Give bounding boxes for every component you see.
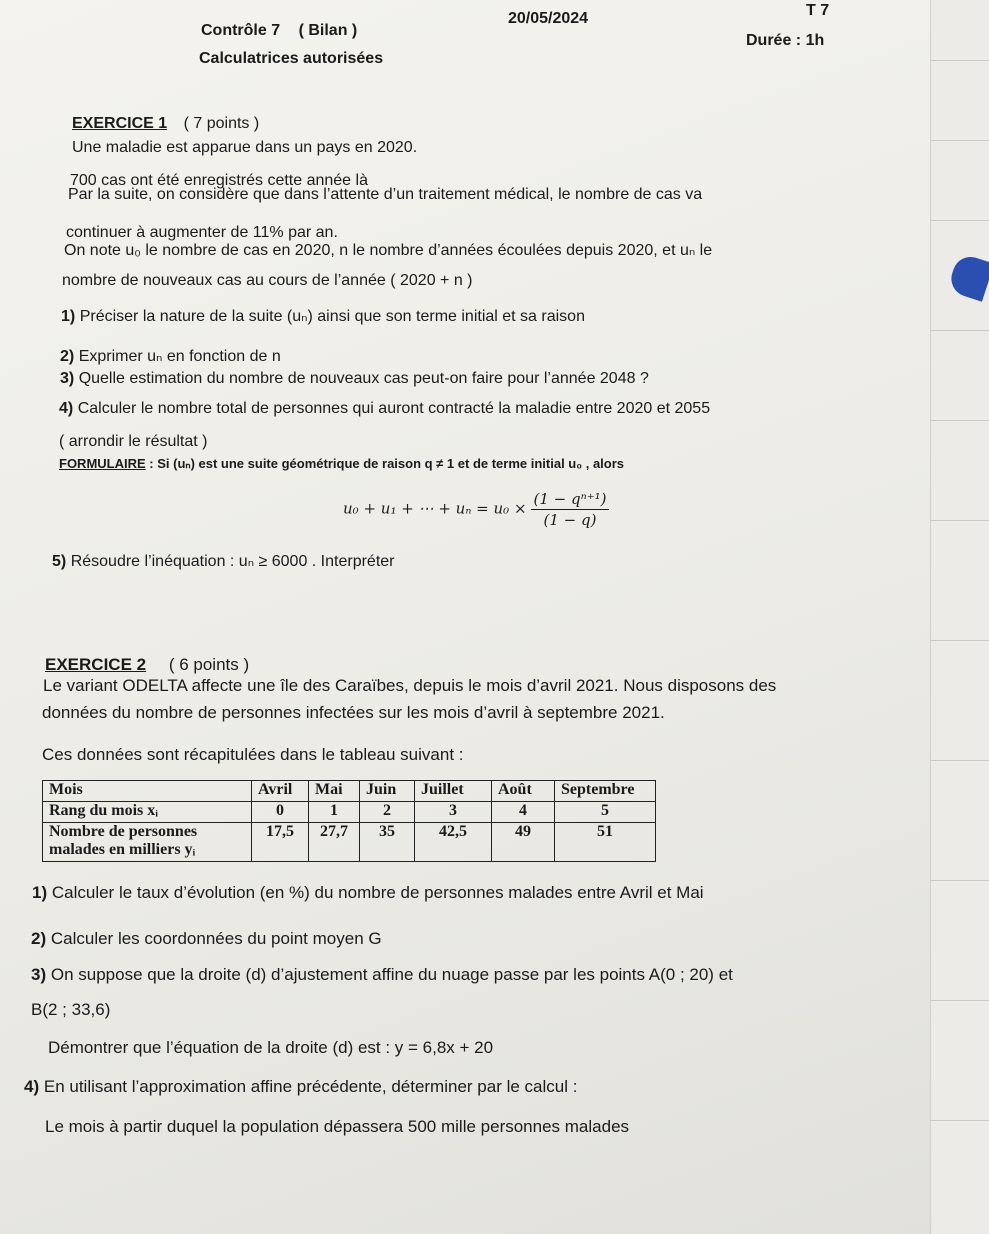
exercise1-intro-2: 700 cas ont été enregistrés cette année là [70, 172, 368, 189]
formula-numerator: (1 − qⁿ⁺¹) [531, 490, 610, 510]
exercise1-title: EXERCICE 1 [72, 115, 168, 132]
table-cell: 0 [252, 802, 309, 823]
exercise2-question-2 [31, 929, 382, 949]
exercise2-intro-b: données du nombre de personnes infectées sur les mois d’avril à septembre 2021. [42, 703, 665, 722]
exercise2-points: ( 6 points ) [168, 655, 250, 674]
exam-duration: Durée : 1h [746, 32, 825, 49]
formula-fraction [531, 490, 610, 529]
geometric-sum-formula [343, 490, 609, 529]
formulaire-text: : Si (uₙ) est une suite géométrique de raison q ≠ 1 et de terme initial u₀ , alors [149, 456, 625, 471]
table-cell: Mai [309, 781, 360, 802]
exercise2-question-3-point-b: B(2 ; 33,6) [31, 1000, 111, 1019]
exam-title-text: Contrôle 7 [201, 22, 281, 39]
exercise2-question-3-equation: Démontrer que l’équation de la droite (d) est : y = 6,8x + 20 [48, 1038, 494, 1057]
exercise1-intro-3a: Par la suite, on considère que dans l’attente d’un traitement médical, le nombre de cas va [68, 186, 703, 203]
table-row [43, 823, 656, 862]
table-cell: 4 [492, 802, 555, 823]
table-cell: Juin [360, 781, 415, 802]
exercise2-title: EXERCICE 2 [45, 655, 147, 674]
question-5-number: 5) [52, 553, 67, 570]
table-cell: 17,5 [252, 823, 309, 862]
table-cell: 2 [360, 802, 415, 823]
question-5-text: Résoudre l’inéquation : uₙ ≥ 6000 . Interpréter [70, 553, 395, 570]
question-1-number: 1) [32, 883, 48, 902]
table-cell: 42,5 [415, 823, 492, 862]
exercise1-intro-3b: continuer à augmenter de 11% par an. [66, 224, 338, 241]
question-3-text: Quelle estimation du nombre de nouveaux cas peut-on faire pour l’année 2048 ? [78, 370, 649, 387]
exercise1-question-4 [59, 400, 710, 418]
question-3-number: 3) [60, 370, 75, 387]
exercise1-question-1 [61, 306, 585, 326]
table-cell: 51 [555, 823, 656, 862]
exercise2-intro-a: Le variant ODELTA affecte une île des Caraïbes, depuis le mois d’avril 2021. Nous disposons des [43, 676, 777, 695]
table-cell: Août [492, 781, 555, 802]
exercise1-question-4-note: ( arrondir le résultat ) [59, 433, 208, 450]
table-cell: 49 [492, 823, 555, 862]
sheet-code: T 7 [806, 2, 830, 19]
exercise1-question-5 [52, 551, 394, 571]
exercise2-question-1 [32, 883, 704, 903]
count-label-line-1: Nombre de personnes [49, 823, 198, 840]
exercise2-question-4 [24, 1077, 577, 1097]
question-4-text-a: En utilisant l’approximation affine précédente, déterminer par le calcul : [43, 1077, 578, 1096]
formulaire [59, 456, 624, 472]
table-cell: 3 [415, 802, 492, 823]
adjacent-page-edge [930, 0, 989, 1234]
formula-lhs: u₀ + u₁ + ⋯ + uₙ = u₀ × [343, 499, 527, 518]
exam-title [201, 22, 357, 40]
table-header-cell: Mois [43, 781, 252, 802]
exercise2-question-4-target: Le mois à partir duquel la population dépassera 500 mille personnes malades [45, 1117, 630, 1136]
exercise1-question-3 [60, 370, 649, 388]
table-cell: Avril [252, 781, 309, 802]
table-cell: 1 [309, 802, 360, 823]
table-row [43, 781, 656, 802]
table-cell: 27,7 [309, 823, 360, 862]
question-2-text: Exprimer uₙ en fonction de n [78, 348, 281, 365]
calculators-note: Calculatrices autorisées [199, 50, 384, 67]
exercise1-intro-1: Une maladie est apparue dans un pays en 2020. [72, 139, 418, 156]
exercise2-intro-c: Ces données sont récapitulées dans le tableau suivant : [42, 745, 464, 764]
table-cell: 35 [360, 823, 415, 862]
table-cell: Juillet [415, 781, 492, 802]
question-4-number: 4) [59, 400, 74, 417]
exam-subtitle: ( Bilan ) [298, 22, 358, 39]
count-label-line-2: malades en milliers yᵢ [49, 841, 196, 858]
data-table [42, 780, 656, 862]
exercise1-question-2 [60, 346, 281, 366]
formula-denominator: (1 − q) [543, 511, 597, 529]
table-cell: 5 [555, 802, 656, 823]
exercise2-heading [45, 655, 249, 675]
question-1-number: 1) [61, 308, 76, 325]
exercise1-notation-a: On note u₀ le nombre de cas en 2020, n le nombre d’années écoulées depuis 2020, et uₙ le [64, 242, 713, 259]
question-1-text: Calculer le taux d’évolution (en %) du nombre de personnes malades entre Avril et Mai [51, 883, 704, 902]
exercise1-heading [72, 115, 259, 133]
question-4-text: Calculer le nombre total de personnes qui auront contracté la maladie entre 2020 et 2055 [77, 400, 711, 417]
exercise1-notation-b: nombre de nouveaux cas au cours de l’année ( 2020 + n ) [62, 272, 473, 289]
question-3-text-a: On suppose que la droite (d) d’ajustement affine du nuage passe par les points A(0 ; 20) et [50, 965, 733, 984]
question-4-number: 4) [24, 1077, 40, 1096]
question-2-text: Calculer les coordonnées du point moyen G [50, 929, 382, 948]
exercise2-question-3 [31, 965, 733, 985]
question-1-text: Préciser la nature de la suite (uₙ) ainsi que son terme initial et sa raison [79, 308, 585, 325]
exercise1-points: ( 7 points ) [183, 115, 260, 132]
table-cell: Septembre [555, 781, 656, 802]
table-row [43, 802, 656, 823]
exam-date: 20/05/2024 [508, 10, 589, 27]
question-3-number: 3) [31, 965, 47, 984]
question-2-number: 2) [31, 929, 47, 948]
table-header-cell [43, 823, 252, 862]
question-2-number: 2) [60, 348, 75, 365]
table-header-cell: Rang du mois xᵢ [43, 802, 252, 823]
formulaire-label: FORMULAIRE [59, 456, 146, 471]
